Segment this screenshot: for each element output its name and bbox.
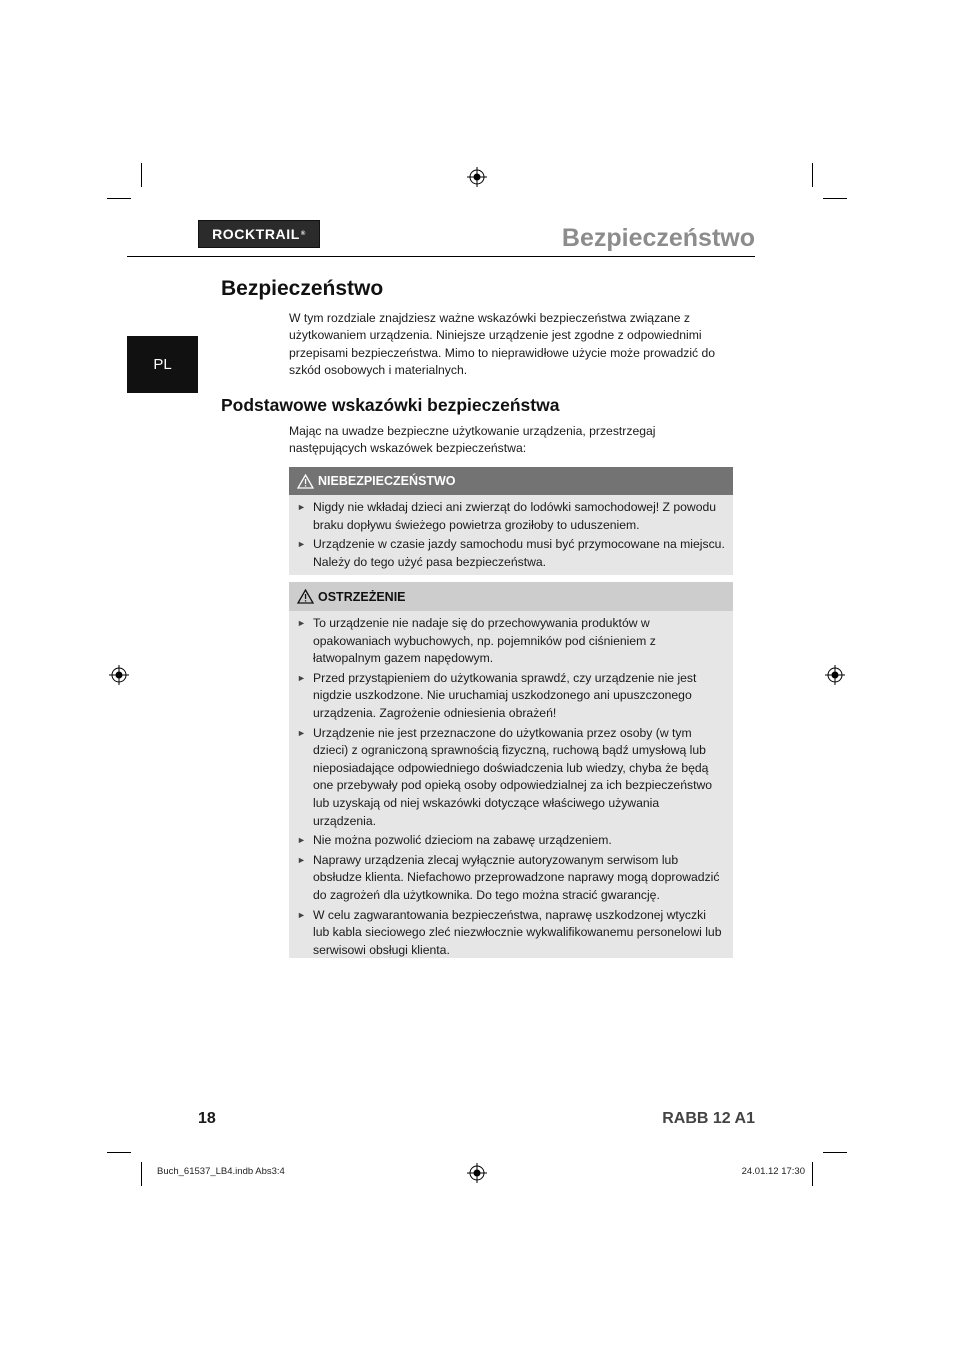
- section-title: Bezpieczeństwo: [221, 277, 384, 300]
- list-item: ► Urządzenie w czasie jazdy samochodu musi być przymocowane na miejscu. Należy do tego użyć pasa bezpieczeństwa.: [297, 537, 725, 569]
- danger-label: NIEBEZPIECZEŃSTWO: [318, 474, 456, 488]
- header-divider: [127, 256, 755, 257]
- crop-mark: [823, 198, 847, 199]
- crop-mark: [141, 163, 142, 187]
- logo-text: ROCKTRAIL: [212, 226, 300, 242]
- registration-mark-icon: [467, 167, 487, 187]
- warning-box-header: [289, 582, 733, 611]
- section-intro: W tym rozdziale znajdziesz ważne wskazówki bezpieczeństwa związane z użytkowaniem urządzenia. Niniejsze urządzenie jest zgodne z odpowiednimi przepisami bezpieczeństwa. Mimo to nieprawidłowe użycie może prowadzić do szkód osobowych i materialnych.: [289, 311, 716, 378]
- list-item: ► Przed przystąpieniem do użytkowania sprawdź, czy urządzenie nie jest nigdzie uszkodzone. Nie uruchamiaj uszkodzonego ani upuszczonego urządzenia. Zagrożenie odniesienia obrażeń!: [297, 670, 697, 720]
- warning-label: OSTRZEŻENIE: [318, 589, 406, 604]
- page-number: 18: [198, 1110, 216, 1127]
- print-slug-file: Buch_61537_LB4.indb Abs3:4: [157, 1166, 285, 1177]
- crop-mark: [823, 1152, 847, 1153]
- warning-triangle-icon: [297, 589, 314, 604]
- rocktrail-logo: [198, 220, 320, 248]
- crop-mark: [812, 163, 813, 187]
- list-item: ► Nie można pozwolić dzieciom na zabawę urządzeniem.: [289, 832, 733, 850]
- list-item: ► W celu zagwarantowania bezpieczeństwa, naprawę uszkodzonej wtyczki lub kabla sieciowego zleć niezwłocznie wykwalifikowanemu personelowi lub serwisowi obsługi klienta.: [297, 907, 722, 957]
- crop-mark: [812, 1162, 813, 1186]
- bullet-arrow-icon: ►: [297, 539, 306, 550]
- registration-mark-icon: [825, 665, 845, 685]
- crop-mark: [107, 1152, 131, 1153]
- list-item: ► Nigdy nie wkładaj dzieci ani zwierząt do lodówki samochodowej! Z powodu braku dopływu świeżego powietrza groziłoby to uduszeniem.: [297, 500, 717, 532]
- danger-box: [289, 467, 733, 575]
- list-item: ► To urządzenie nie nadaje się do przechowywania produktów w opakowaniach wybuchowych, np. pojemników pod ciśnieniem z łatwopalnym gazem napędowym.: [297, 616, 656, 666]
- bullet-arrow-icon: ►: [297, 835, 306, 846]
- subsection-intro: Mając na uwadze bezpieczne użytkowanie urządzenia, przestrzegaj następujących wskazówek bezpieczeństwa:: [289, 424, 656, 456]
- danger-list: [289, 495, 733, 571]
- language-tab: PL: [127, 336, 198, 393]
- bullet-arrow-icon: ►: [297, 502, 306, 512]
- warning-box: [289, 582, 733, 958]
- running-header-title: Bezpieczeństwo: [561, 224, 755, 252]
- registration-mark-icon: [109, 665, 129, 685]
- logo-registered-mark: ®: [300, 231, 306, 237]
- registration-mark-icon: [467, 1163, 487, 1183]
- warning-triangle-icon: [297, 474, 314, 489]
- bullet-arrow-icon: ►: [297, 618, 306, 628]
- list-item: ► Urządzenie nie jest przeznaczone do użytkowania przez osoby (w tym dzieci) z ograniczoną sprawnością fizyczną, ruchową bądź umysłową lub nieposiadające odpowiedniego doświadczenia lub wiedzy, chyba że będą one przebywały pod opieką osoby odpowiedzialnej za ich bezpieczeństwo lub uzyskają od niej wskazówki dotyczące właściwego używania urządzenia.: [297, 725, 713, 828]
- list-item: ► Naprawy urządzenia zlecaj wyłącznie autoryzowanym serwisom lub obsłudze klienta. Niefachowo przeprowadzone naprawy mogą doprowadzić do zagrożeń dla użytkownika. Do tego można stracić gwarancję.: [297, 852, 720, 902]
- bullet-arrow-icon: ►: [297, 727, 306, 738]
- bullet-arrow-icon: ►: [297, 854, 306, 865]
- crop-mark: [141, 1162, 142, 1186]
- bullet-arrow-icon: ►: [297, 672, 306, 683]
- warning-list: [289, 611, 733, 959]
- danger-box-header: [289, 467, 733, 495]
- crop-mark: [107, 198, 131, 199]
- print-slug-datetime: 24.01.12 17:30: [741, 1166, 805, 1177]
- bullet-arrow-icon: ►: [297, 909, 306, 920]
- subsection-title: Podstawowe wskazówki bezpieczeństwa: [221, 395, 560, 415]
- model-number: RABB 12 A1: [662, 1110, 755, 1127]
